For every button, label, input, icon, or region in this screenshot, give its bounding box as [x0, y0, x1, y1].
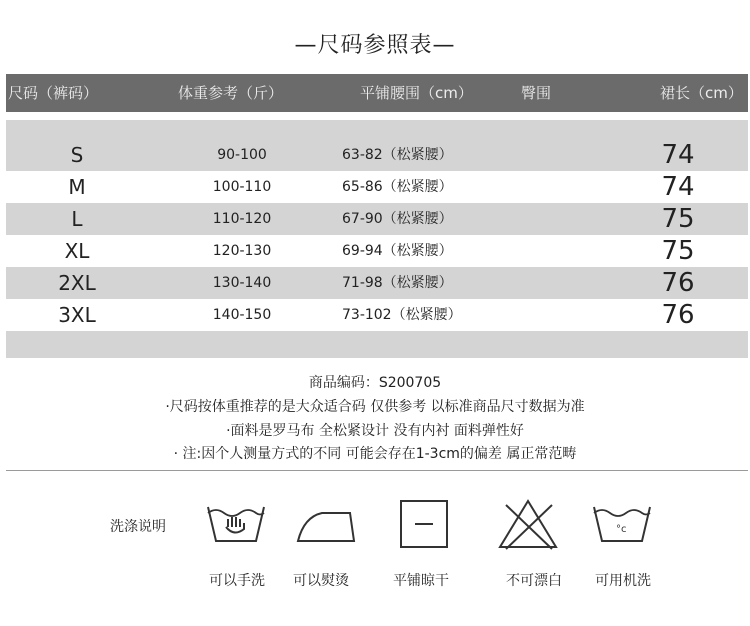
header-waist: 平铺腰围（cm） — [360, 84, 473, 102]
cell-weight: 90-100 — [217, 147, 267, 163]
no-bleach-icon — [496, 497, 560, 551]
table-row — [6, 171, 748, 203]
hand-wash-icon — [204, 497, 268, 551]
header-hip: 臀围 — [521, 84, 552, 102]
table-row — [6, 235, 748, 267]
care-item-no-bleach: 不可漂白 — [506, 573, 562, 589]
cell-length: 76 — [661, 268, 695, 298]
care-item-hand-wash: 可以手洗 — [209, 573, 265, 589]
machine-wash-icon — [590, 497, 654, 551]
table-header — [6, 74, 748, 112]
table-bottom-spacer — [6, 331, 748, 358]
cell-weight: 120-130 — [212, 243, 272, 259]
divider — [6, 470, 748, 471]
table-row — [6, 299, 748, 331]
cell-length: 74 — [661, 172, 695, 202]
svg-text:°c: °c — [616, 524, 627, 535]
cell-length: 76 — [661, 300, 695, 330]
cell-weight: 140-150 — [212, 307, 272, 323]
cell-length: 75 — [661, 236, 695, 266]
cell-waist: 73-102（松紧腰） — [342, 307, 462, 323]
cell-weight: 100-110 — [212, 179, 272, 195]
header-weight: 体重参考（斤） — [178, 84, 284, 102]
table-top-spacer — [6, 120, 748, 139]
cell-waist: 63-82（松紧腰） — [342, 147, 453, 163]
chart-title: —尺码参照表— — [294, 33, 456, 58]
cell-size: S — [70, 143, 84, 167]
note-line-1: ·尺码按体重推荐的是大众适合码 仅供参考 以标准商品尺寸数据为准 — [165, 399, 585, 415]
iron-icon — [294, 497, 358, 551]
care-label: 洗涤说明 — [110, 519, 166, 535]
header-length: 裙长（cm） — [660, 84, 743, 102]
cell-length: 75 — [661, 204, 695, 234]
dry-flat-icon — [393, 497, 457, 551]
table-row — [6, 139, 748, 171]
product-code: 商品编码：S200705 — [308, 375, 442, 391]
cell-size: XL — [64, 239, 90, 263]
table-row — [6, 203, 748, 235]
cell-waist: 65-86（松紧腰） — [342, 179, 453, 195]
table-row — [6, 267, 748, 299]
cell-waist: 69-94（松紧腰） — [342, 243, 453, 259]
cell-size: L — [71, 207, 83, 231]
cell-size: 3XL — [58, 303, 96, 327]
cell-weight: 130-140 — [212, 275, 272, 291]
cell-waist: 71-98（松紧腰） — [342, 275, 453, 291]
cell-length: 74 — [661, 140, 695, 170]
care-item-iron: 可以熨烫 — [293, 573, 349, 589]
cell-waist: 67-90（松紧腰） — [342, 211, 453, 227]
note-line-3: · 注:因个人测量方式的不同 可能会存在1-3cm的偏差 属正常范畴 — [173, 446, 577, 462]
care-item-dry-flat: 平铺晾干 — [393, 573, 449, 589]
cell-weight: 110-120 — [212, 211, 272, 227]
cell-size: 2XL — [58, 271, 96, 295]
header-size: 尺码（裤码） — [8, 84, 99, 102]
cell-size: M — [68, 175, 86, 199]
note-line-2: ·面料是罗马布 全松紧设计 没有内衬 面料弹性好 — [226, 423, 524, 439]
care-item-machine-wash: 可用机洗 — [595, 573, 651, 589]
